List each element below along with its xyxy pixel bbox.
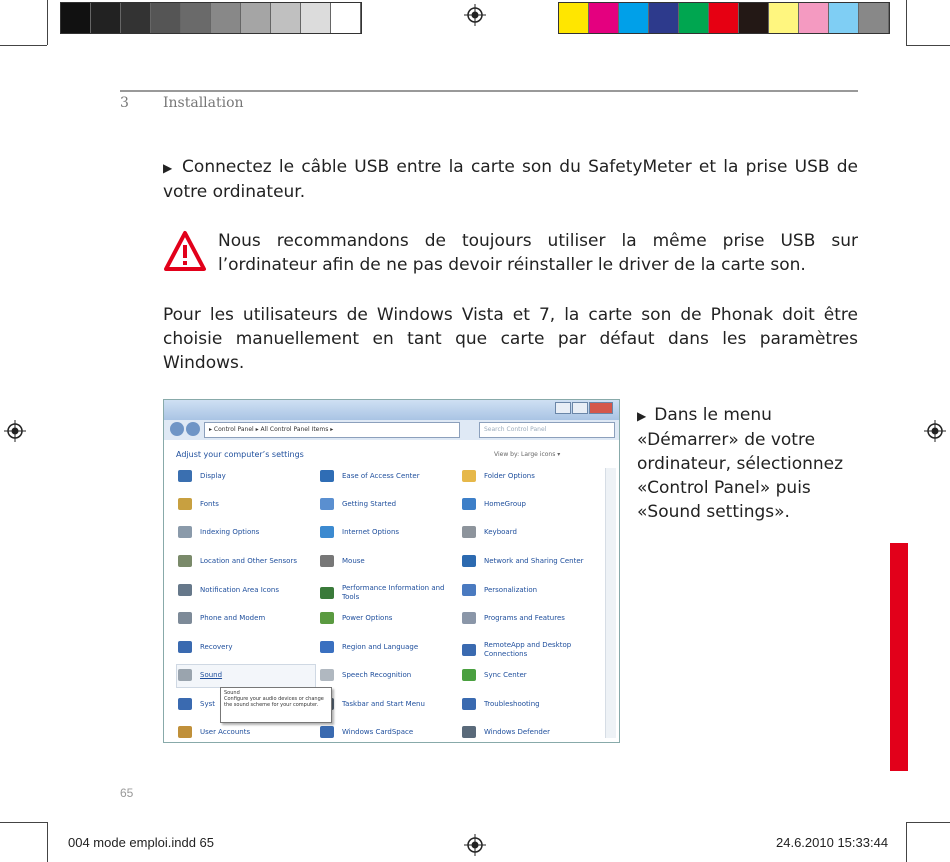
- folder-icon: [462, 470, 476, 482]
- mouse-icon: [320, 555, 334, 567]
- cp-item-folder-options[interactable]: [462, 470, 602, 482]
- color-swatch: [619, 3, 649, 33]
- cp-item-label: RemoteApp and Desktop Connections: [484, 641, 572, 658]
- sound-tooltip: [220, 687, 332, 723]
- color-swatch: [859, 3, 889, 33]
- remoteapp-icon: [462, 644, 476, 656]
- gray-swatch: [271, 3, 301, 33]
- cp-item-notification-area-icons[interactable]: [178, 584, 318, 596]
- crop-mark: [906, 0, 907, 45]
- cp-item-label: Network and Sharing Center: [484, 556, 584, 565]
- cp-item-personalization[interactable]: [462, 584, 602, 596]
- color-swatch: [709, 3, 739, 33]
- cp-item-mouse[interactable]: [320, 555, 460, 567]
- programs-icon: [462, 612, 476, 624]
- cp-item-label: Taskbar and Start Menu: [342, 699, 425, 708]
- cp-item-programs-and-features[interactable]: [462, 612, 602, 624]
- vertical-scrollbar[interactable]: [605, 468, 616, 738]
- cp-item-label: Sync Center: [484, 670, 527, 679]
- indexing-icon: [178, 526, 192, 538]
- phone-icon: [178, 612, 192, 624]
- cp-item-sound[interactable]: [178, 669, 318, 681]
- maximize-icon[interactable]: [572, 402, 588, 414]
- warning-icon: [163, 230, 207, 272]
- cp-item-label: Fonts: [200, 499, 219, 508]
- step-usb-text: Connectez le câble USB entre la carte son du SafetyMeter et la prise USB de votre ordinateur.: [163, 157, 858, 202]
- cp-item-label: Mouse: [342, 556, 365, 565]
- cp-item-label: Keyboard: [484, 527, 517, 536]
- cp-item-performance-information-and-tools[interactable]: [320, 584, 460, 602]
- gray-swatch: [211, 3, 241, 33]
- performance-icon: [320, 587, 334, 599]
- cp-item-windows-defender[interactable]: [462, 726, 602, 738]
- cp-item-network-and-sharing-center[interactable]: [462, 555, 602, 567]
- forward-arrow-icon[interactable]: [186, 422, 200, 436]
- view-by-selector[interactable]: View by: Large icons ▾: [494, 451, 561, 458]
- cp-item-label: Recovery: [200, 642, 233, 651]
- crop-mark: [906, 822, 950, 823]
- registration-mark-icon: [464, 834, 486, 856]
- color-swatch: [739, 3, 769, 33]
- cp-item-label: Syst: [200, 699, 215, 708]
- color-swatch: [589, 3, 619, 33]
- gray-swatch: [331, 3, 361, 33]
- cp-item-windows-cardspace[interactable]: [320, 726, 460, 738]
- cp-item-troubleshooting[interactable]: [462, 698, 602, 710]
- crop-mark: [906, 822, 907, 862]
- cp-item-label: User Accounts: [200, 727, 251, 736]
- cp-item-label: Personalization: [484, 585, 538, 594]
- speech-icon: [320, 669, 334, 681]
- cp-item-label: Location and Other Sensors: [200, 556, 297, 565]
- header-rule: [120, 90, 858, 92]
- sound-icon: [178, 669, 192, 681]
- back-arrow-icon[interactable]: [170, 422, 184, 436]
- cp-item-power-options[interactable]: [320, 612, 460, 624]
- step-control-panel-text: Dans le menu «Démarrer» de votre ordinateur, sélectionnez «Control Panel» puis «Sound settings».: [637, 405, 844, 522]
- registration-mark-icon: [4, 420, 26, 442]
- cp-item-label: Sound: [200, 670, 223, 679]
- gray-swatch: [241, 3, 271, 33]
- gray-swatch: [91, 3, 121, 33]
- chapter-number: 3: [120, 95, 129, 111]
- color-swatch: [649, 3, 679, 33]
- gray-swatch: [121, 3, 151, 33]
- registration-mark-icon: [464, 4, 486, 26]
- cp-item-label: Phone and Modem: [200, 613, 266, 622]
- cp-item-remoteapp-and-desktop-connections[interactable]: [462, 641, 602, 659]
- cp-item-display[interactable]: [178, 470, 318, 482]
- cp-item-label: Indexing Options: [200, 527, 260, 536]
- tooltip-title: Sound: [224, 690, 240, 696]
- color-swatch: [769, 3, 799, 33]
- cp-item-label: Region and Language: [342, 642, 419, 651]
- cp-item-internet-options[interactable]: [320, 526, 460, 538]
- cp-item-label: HomeGroup: [484, 499, 526, 508]
- windows-vista-note: Pour les utilisateurs de Windows Vista et 7, la carte son de Phonak doit être choisie manuellement en tant que carte par défaut dans les paramètres Windows.: [163, 305, 858, 373]
- cp-item-label: Notification Area Icons: [200, 585, 280, 594]
- defender-icon: [462, 726, 476, 738]
- cp-item-label: Windows CardSpace: [342, 727, 414, 736]
- crop-mark: [47, 822, 48, 862]
- color-swatch: [679, 3, 709, 33]
- power-icon: [320, 612, 334, 624]
- cp-item-label: Getting Started: [342, 499, 397, 508]
- window-title-bar: [164, 400, 619, 420]
- cp-item-label: Ease of Access Center: [342, 471, 420, 480]
- gray-swatch: [61, 3, 91, 33]
- cp-item-ease-of-access-center[interactable]: [320, 470, 460, 482]
- region-icon: [320, 641, 334, 653]
- troubleshooting-icon: [462, 698, 476, 710]
- page-number: 65: [120, 786, 134, 800]
- color-swatch: [559, 3, 589, 33]
- homegroup-icon: [462, 498, 476, 510]
- crop-mark: [47, 0, 48, 45]
- color-calibration-bar: [558, 2, 890, 34]
- step-usb-connect: [163, 155, 858, 204]
- cp-item-speech-recognition[interactable]: [320, 669, 460, 681]
- crop-mark: [0, 822, 47, 823]
- minimize-icon[interactable]: [555, 402, 571, 414]
- step-control-panel: [637, 403, 862, 524]
- cp-item-keyboard[interactable]: [462, 526, 602, 538]
- search-input[interactable]: Search Control Panel: [479, 422, 615, 438]
- network-icon: [462, 555, 476, 567]
- bullet-triangle-icon: ▶: [637, 409, 647, 423]
- cp-item-label: Programs and Features: [484, 613, 565, 622]
- notification-icon: [178, 584, 192, 596]
- chapter-title: Installation: [163, 95, 244, 111]
- cp-item-label: Speech Recognition: [342, 670, 412, 679]
- cp-item-indexing-options[interactable]: [178, 526, 318, 538]
- window-controls: [554, 402, 613, 414]
- display-icon: [178, 470, 192, 482]
- cp-item-label: Display: [200, 471, 226, 480]
- close-icon[interactable]: [589, 402, 613, 414]
- color-swatch: [829, 3, 859, 33]
- cp-item-getting-started[interactable]: [320, 498, 460, 510]
- crop-mark: [0, 45, 47, 46]
- cp-item-location-and-other-sensors[interactable]: [178, 555, 318, 567]
- control-panel-screenshot: [163, 399, 620, 743]
- cp-item-sync-center[interactable]: [462, 669, 602, 681]
- footer-date: 24.6.2010 15:33:44: [776, 835, 889, 850]
- gray-swatch: [151, 3, 181, 33]
- chapter-tab: [890, 543, 908, 771]
- cp-item-label: Performance Information and Tools: [342, 584, 445, 601]
- address-bar[interactable]: ▸ Control Panel ▸ All Control Panel Items ▸: [204, 422, 460, 438]
- footer-file-name: 004 mode emploi.indd 65: [68, 835, 214, 850]
- user-accounts-icon: [178, 726, 192, 738]
- internet-icon: [320, 526, 334, 538]
- bullet-triangle-icon: ▶: [163, 161, 175, 175]
- cp-item-taskbar-and-start-menu[interactable]: [320, 698, 460, 710]
- gray-calibration-bar: [60, 2, 362, 34]
- cp-item-homegroup[interactable]: [462, 498, 602, 510]
- adjust-settings-heading: Adjust your computer’s settings: [176, 450, 304, 459]
- gray-swatch: [301, 3, 331, 33]
- cardspace-icon: [320, 726, 334, 738]
- keyboard-icon: [462, 526, 476, 538]
- fonts-icon: [178, 498, 192, 510]
- cp-item-label: Power Options: [342, 613, 393, 622]
- address-bar-row: [164, 420, 619, 440]
- tooltip-text: Configure your audio devices or change the sound scheme for your computer.: [224, 696, 324, 708]
- cp-item-label: Internet Options: [342, 527, 400, 536]
- warning-text: Nous recommandons de toujours utiliser la même prise USB sur l’ordinateur afin de ne pas devoir réinstaller le driver de la carte son.: [218, 231, 858, 275]
- cp-item-label: Troubleshooting: [484, 699, 540, 708]
- location-icon: [178, 555, 192, 567]
- cp-item-region-and-language[interactable]: [320, 641, 460, 653]
- cp-item-phone-and-modem[interactable]: [178, 612, 318, 624]
- recovery-icon: [178, 641, 192, 653]
- cp-item-fonts[interactable]: [178, 498, 318, 510]
- personalization-icon: [462, 584, 476, 596]
- color-swatch: [799, 3, 829, 33]
- sync-icon: [462, 669, 476, 681]
- getting-started-icon: [320, 498, 334, 510]
- cp-item-label: Windows Defender: [484, 727, 551, 736]
- gray-swatch: [181, 3, 211, 33]
- system-icon: [178, 698, 192, 710]
- cp-item-recovery[interactable]: [178, 641, 318, 653]
- cp-item-label: Folder Options: [484, 471, 535, 480]
- crop-mark: [906, 45, 950, 46]
- cp-item-user-accounts[interactable]: [178, 726, 318, 738]
- ease-of-access-icon: [320, 470, 334, 482]
- registration-mark-icon: [924, 420, 946, 442]
